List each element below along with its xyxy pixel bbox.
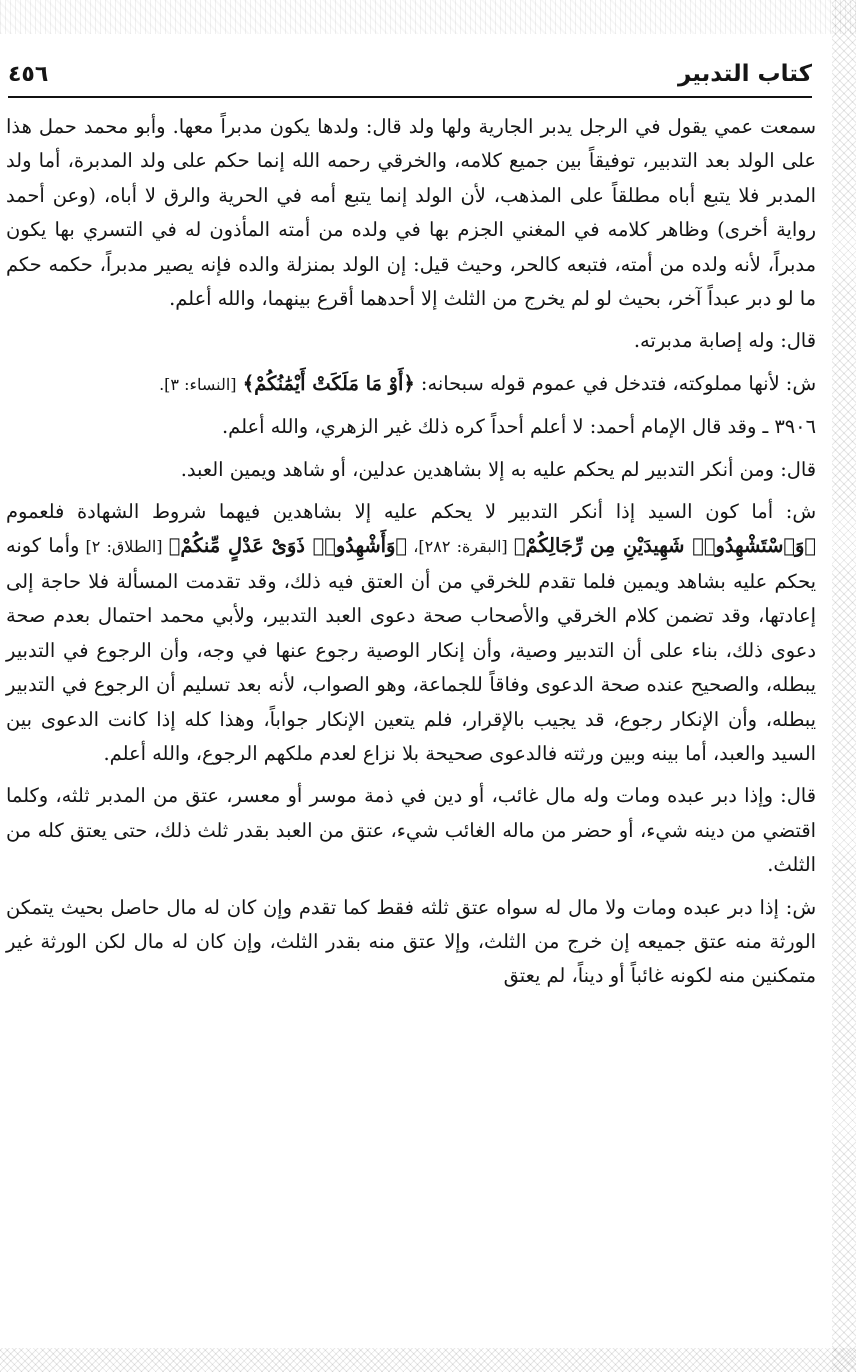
page-body <box>6 110 816 1002</box>
verse-reference: [الطلاق: ٢] <box>79 537 169 557</box>
paragraph-text: قال: ومن أنكر التدبير لم يحكم عليه به إلا بشاهدين عدلين، أو شاهد ويمين العبد. <box>180 457 816 481</box>
verse-reference: [البقرة: ٢٨٢]، <box>407 537 514 557</box>
paragraph-5 <box>6 453 816 487</box>
quran-verse: ﴿وَٱسْتَشْهِدُوا۟ شَهِيدَيْنِ مِن رِّجَالِكُمْ﴾ <box>513 534 816 558</box>
paragraph-6 <box>6 495 816 771</box>
paragraph-2 <box>6 324 816 358</box>
paragraph-text: ش: لأنها مملوكته، فتدخل في عموم قوله سبحانه: <box>414 371 816 395</box>
paragraph-7 <box>6 779 816 882</box>
quran-verse: ﴿وَأَشْهِدُوا۟ ذَوَىْ عَدْلٍ مِّنكُمْ﴾ <box>168 534 408 558</box>
page-number: ٤٥٦ <box>8 61 49 87</box>
scan-noise-bottom <box>0 1348 856 1372</box>
paragraph-text: سمعت عمي يقول في الرجل يدبر الجارية ولها ولد قال: ولدها يكون مدبراً معها. وأبو محمد حمل هذا على الولد بعد التدبير، توفيقاً بين جميع كلامه، والخرقي رحمه الله إنما حكم على ولد المدبرة، أما ولد المدبر فلا يتبع أباه مطلقاً على المذهب، لأن الولد إنما يتبع أمه في الحرية والرق لا أباه، (وعن أحمد رواية أخرى) وظاهر كلامه في المغني الجزم بها في ولده من أمته المأذون له في التسري بها يكون مدبراً، لأنه ولده من أمته، فتبعه كالحر، وحيث قيل: إن الولد بمنزلة والده فإنه يصير مدبراً، حكمه حكم ما لو دبر عبداً آخر، بحيث لو لم يخرج من الثلث إلا أحدهما أقرع بينهما، والله أعلم. <box>6 115 816 311</box>
paragraph-text: ش: إذا دبر عبده ومات ولا مال له سواه عتق ثلثه فقط كما تقدم وإن كان له مال حاصل بحيث يتمكن الورثة منه عتق جميعه إن خرج من الثلث، وإلا عتق منه بقدر الثلث، وإن كان له مال لكن الورثة غير متمكنين منه لكونه غائباً أو ديناً، لم يعتق <box>6 895 816 988</box>
verse-reference: [النساء: ٣]. <box>159 374 237 394</box>
paragraph-text: ٣٩٠٦ ـ وقد قال الإمام أحمد: لا أعلم أحداً كره ذلك غير الزهري، والله أعلم. <box>222 415 816 439</box>
scan-noise-right <box>832 0 856 1372</box>
scan-noise-top <box>0 0 856 34</box>
paragraph-3 <box>6 367 816 402</box>
running-title: كتاب التدبير <box>677 61 812 87</box>
quran-verse: ﴿أَوْ مَا مَلَكَتْ أَيْمَٰنُكُمْ﴾ <box>242 371 415 395</box>
paragraph-text: قال: وله إصابة مدبرته. <box>633 329 816 353</box>
paragraph-4 <box>6 410 816 444</box>
paragraph-text: وأما كونه يحكم عليه بشاهد ويمين فلما تقدم للخرقي من أن العتق فيه ذلك، وقد تقدمت المسألة فلا حاجة إلى إعادتها، وقد تضمن كلام الخرقي والأصحاب صحة دعوى العبد التدبير، ولأبي محمد احتمال بعدم صحة دعوى ذلك، بناء على أن التدبير وصية، وأن إنكار الوصية رجوع عنها في وجه، وأن الرجوع في التدبير يبطله، والصحيح عنده صحة الدعوى وفاقاً للجماعة، وهو الصواب، لأنه بعد تسليم أن الرجوع في التدبير يبطله، وأن الإنكار رجوع، قد يجيب بالإقرار، فلم يتعين الإنكار جواباً، وهذا كله إذا كانت الدعوى بين السيد والعبد، أما بينه وبين ورثته فالدعوى صحيحة بلا نزاع لعدم ملكهم الرجوع، والله أعلم. <box>6 534 816 765</box>
paragraph-8 <box>6 891 816 994</box>
paragraph-1 <box>6 110 816 316</box>
page-header <box>8 52 812 98</box>
paragraph-text: قال: وإذا دبر عبده ومات وله مال غائب، أو دين في ذمة موسر أو معسر، عتق من المدبر ثلثه، وكلما اقتضي من دينه شيء، أو حضر من ماله الغائب شيء، عتق من العبد بقدر ثلث ذلك، حتى يعتق كله من الثلث. <box>6 784 816 877</box>
paragraph-text: ش: أما كون السيد إذا أنكر التدبير لا يحكم عليه إلا بشاهدين فيهما شروط الشهادة فلعموم <box>6 500 816 524</box>
